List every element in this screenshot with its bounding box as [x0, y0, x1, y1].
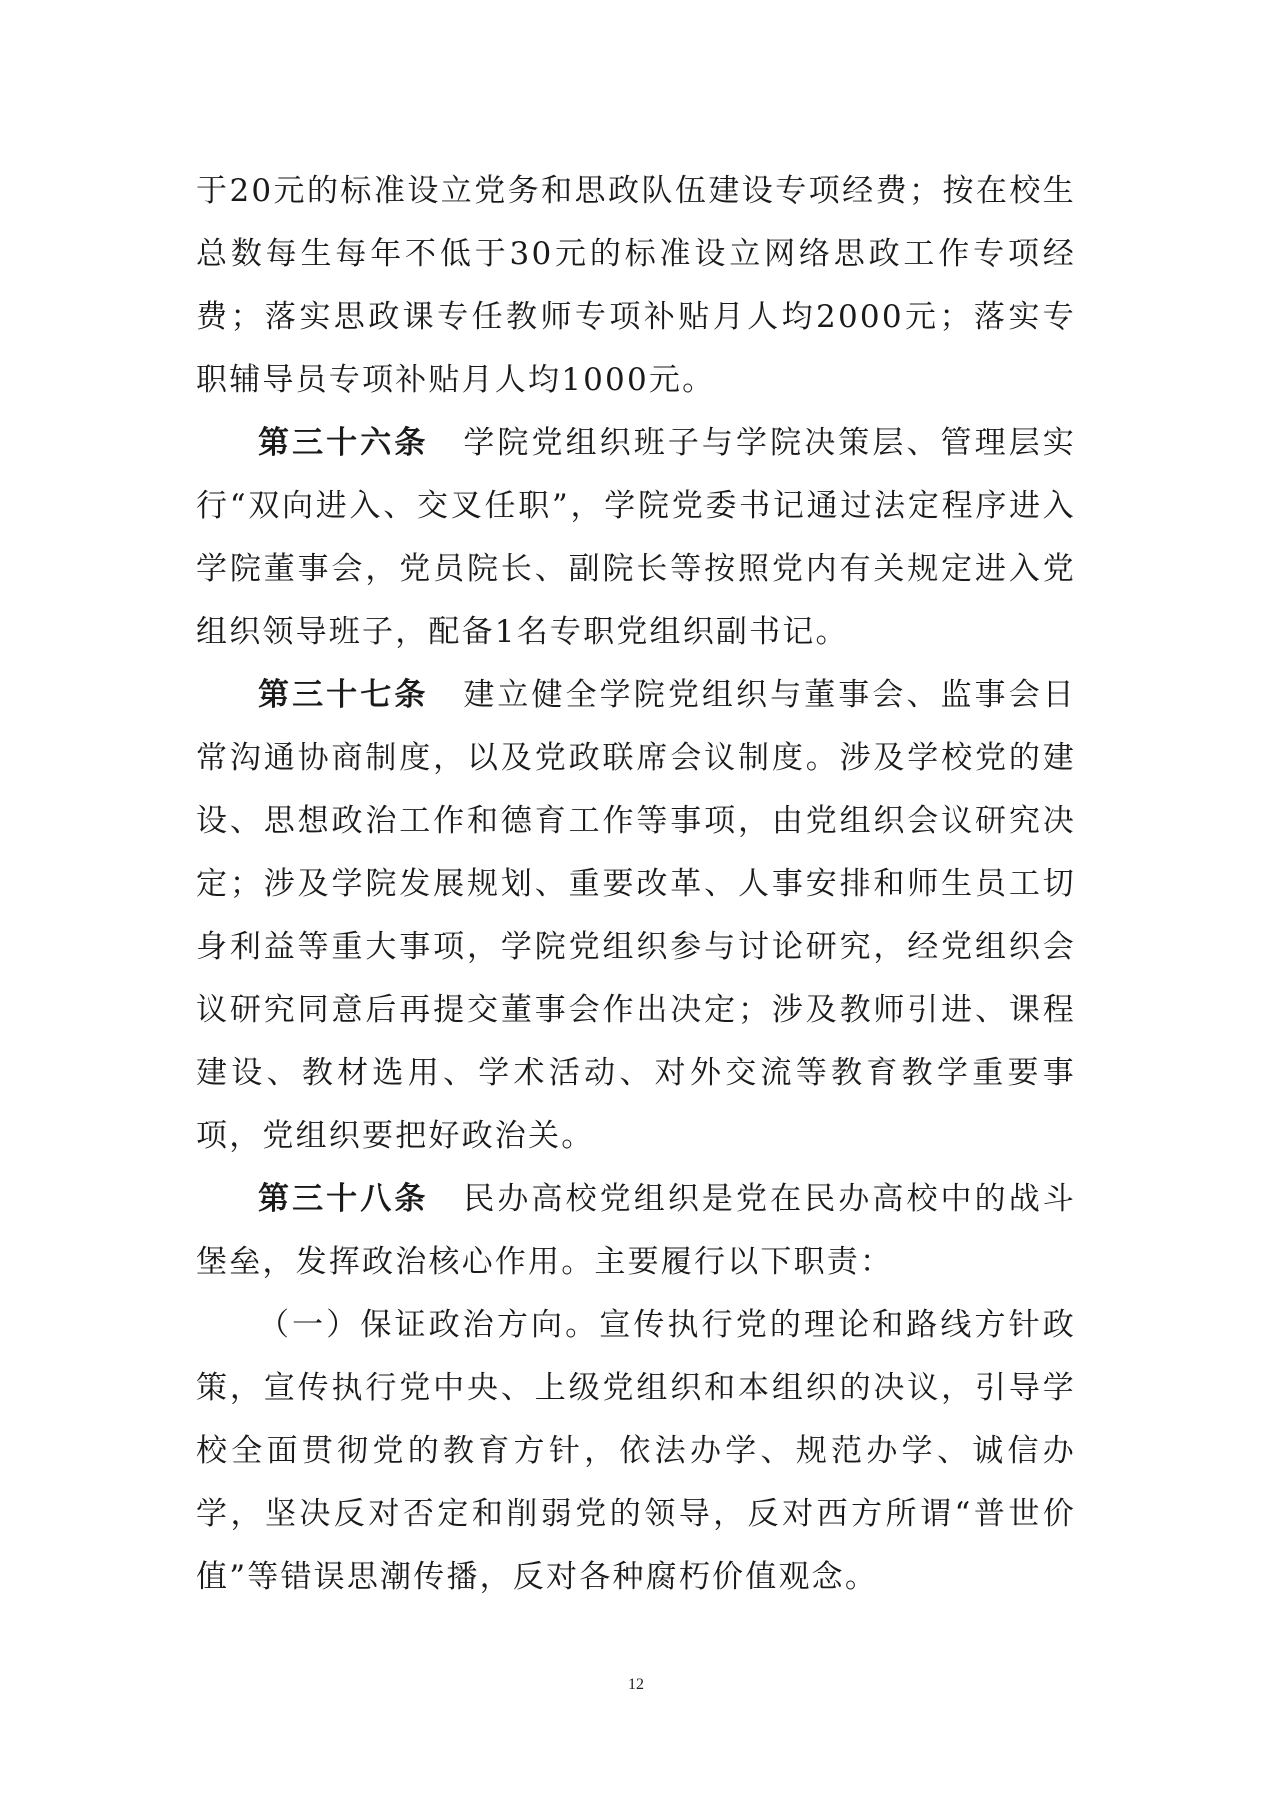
paragraph-article-38: [196, 1168, 1076, 1294]
article-heading: 第三十八条: [258, 1181, 429, 1217]
paragraph-text: 于20元的标准设立党务和思政队伍建设专项经费；按在校生总数每生每年不低于30元的标准设立网络思政工作专项经费；落实思政课专任教师专项补贴月人均2000元；落实专职辅导员专项补贴月人均1000元。: [196, 173, 1076, 398]
paragraph-text: 民办高校党组织是党在民办高校中的战斗堡垒，发挥政治核心作用。主要履行以下职责：: [196, 1181, 1076, 1280]
paragraph-text: 学院党组织班子与学院决策层、管理层实行“双向进入、交叉任职”，学院党委书记通过法定程序进入学院董事会，党员院长、副院长等按照党内有关规定进入党组织领导班子，配备1名专职党组织副书记。: [196, 425, 1076, 650]
paragraph-text: （一）保证政治方向。宣传执行党的理论和路线方针政策，宣传执行党中央、上级党组织和本组织的决议，引导学校全面贯彻党的教育方针，依法办学、规范办学、诚信办学，坚决反对否定和削弱党的领导，反对西方所谓“普世价值”等错误思潮传播，反对各种腐朽价值观念。: [196, 1307, 1076, 1595]
article-heading: 第三十七条: [258, 677, 429, 713]
article-heading: 第三十六条: [258, 425, 429, 461]
page-number: 12: [628, 1676, 644, 1693]
document-body: [196, 160, 1076, 1609]
paragraph-text: 建立健全学院党组织与董事会、监事会日常沟通协商制度，以及党政联席会议制度。涉及学校党的建设、思想政治工作和德育工作等事项，由党组织会议研究决定；涉及学院发展规划、重要改革、人事安排和师生员工切身利益等重大事项，学院党组织参与讨论研究，经党组织会议研究同意后再提交董事会作出决定；涉及教师引进、课程建设、教材选用、学术活动、对外交流等教育教学重要事项，党组织要把好政治关。: [196, 677, 1076, 1154]
paragraph-article-37: [196, 664, 1076, 1168]
paragraph-article-36: [196, 412, 1076, 664]
paragraph-funding-continued: [196, 160, 1076, 412]
paragraph-item-1: [196, 1294, 1076, 1609]
